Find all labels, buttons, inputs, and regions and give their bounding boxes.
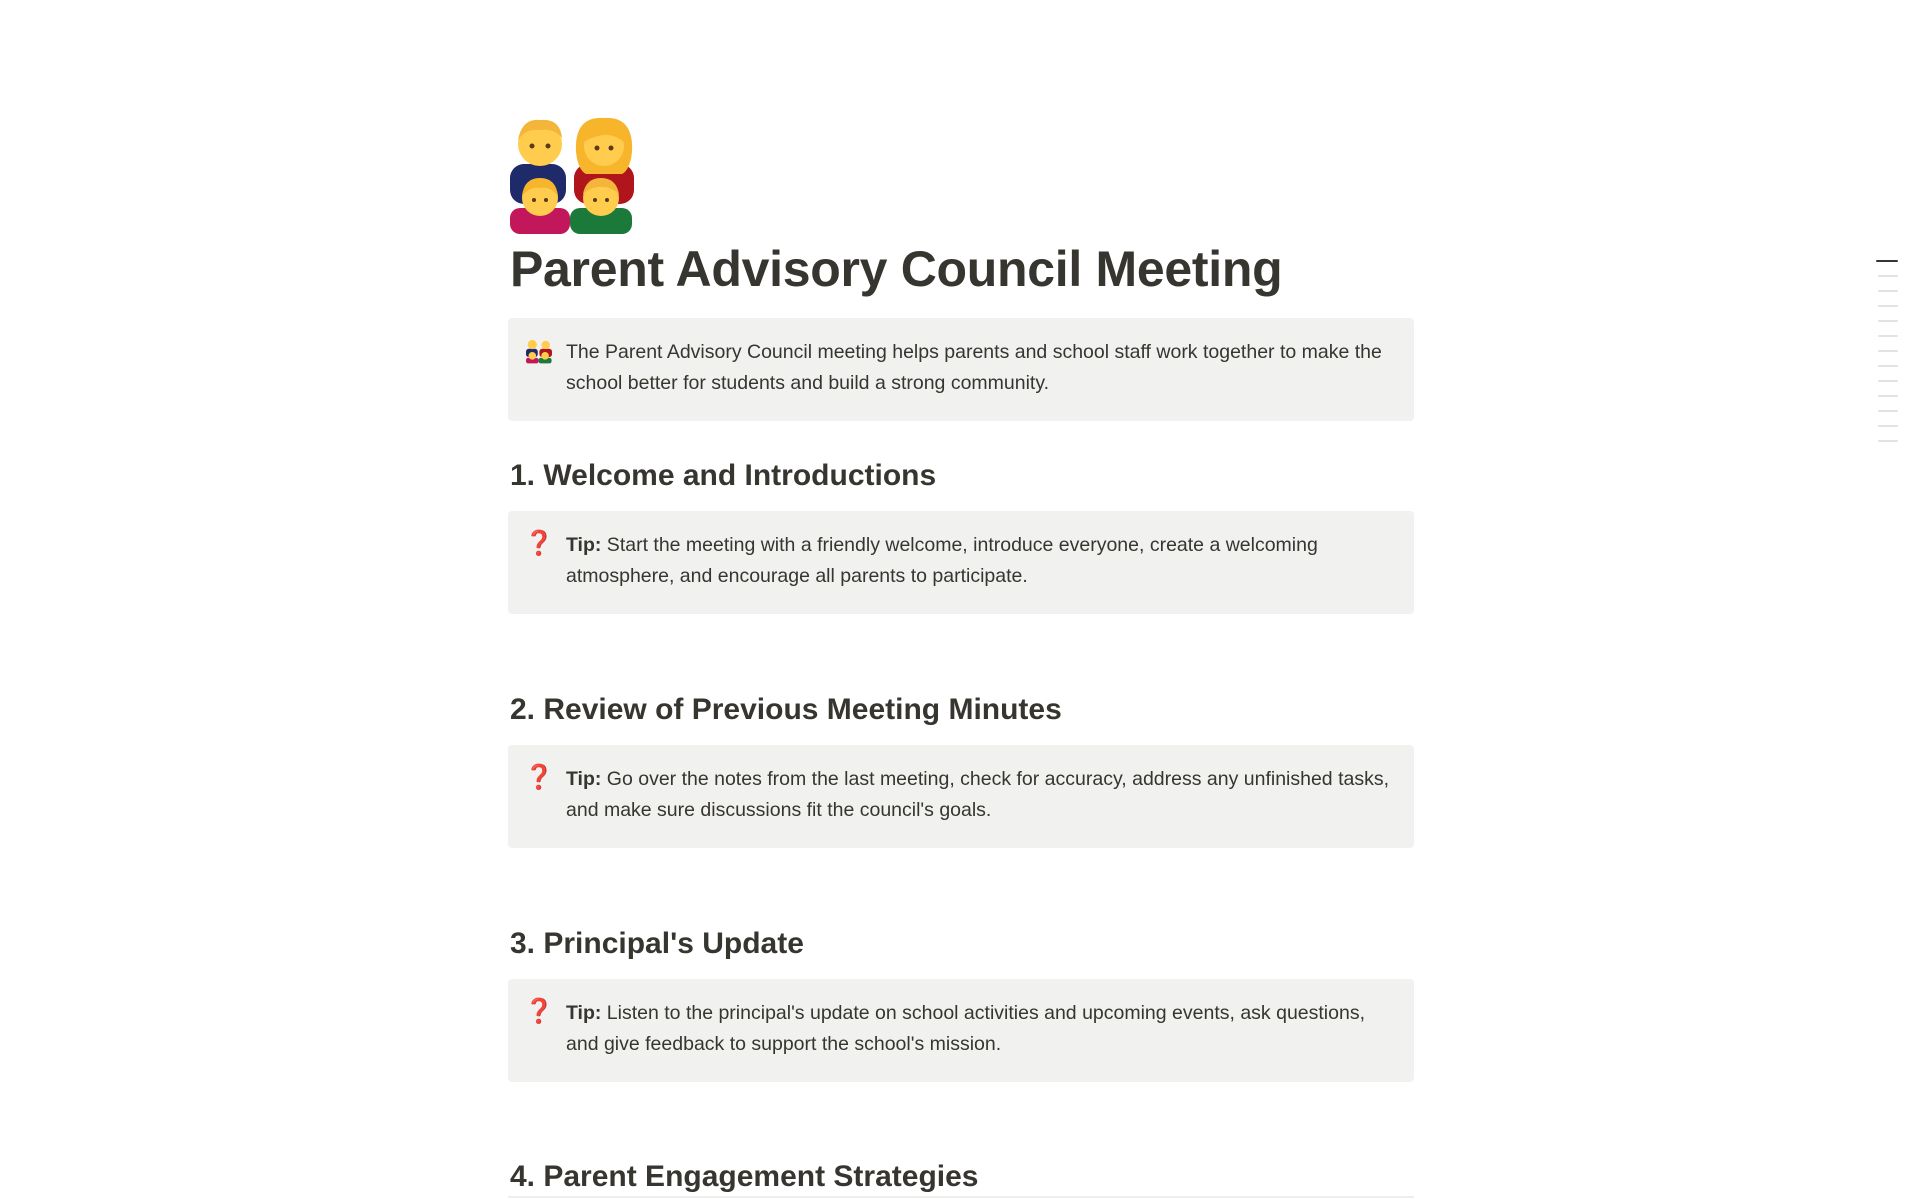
toc-item[interactable] bbox=[1878, 335, 1898, 337]
toc-item[interactable] bbox=[1878, 305, 1898, 307]
section-heading-parent-engagement[interactable]: 4. Parent Engagement Strategies bbox=[510, 1160, 979, 1193]
question-mark-icon[interactable]: ❓ bbox=[524, 995, 554, 1025]
question-mark-icon[interactable]: ❓ bbox=[524, 527, 554, 557]
toc-item[interactable] bbox=[1878, 410, 1898, 412]
toc-item[interactable] bbox=[1878, 365, 1898, 367]
tip-label: Tip: bbox=[566, 768, 602, 790]
intro-callout-text: The Parent Advisory Council meeting helps parents and school staff work together to make the school better for students and build a strong community. bbox=[566, 341, 1382, 394]
family-icon[interactable] bbox=[526, 338, 552, 364]
toc-item[interactable] bbox=[1878, 425, 1898, 427]
section-heading-welcome[interactable]: 1. Welcome and Introductions bbox=[510, 459, 937, 492]
section-heading-principal-update[interactable]: 3. Principal's Update bbox=[510, 927, 804, 960]
intro-callout[interactable] bbox=[508, 318, 1414, 421]
toc-item[interactable] bbox=[1878, 440, 1898, 442]
tip-label: Tip: bbox=[566, 1002, 602, 1024]
divider bbox=[508, 1196, 1414, 1198]
toc-item[interactable] bbox=[1878, 290, 1898, 292]
section-heading-previous-minutes[interactable]: 2. Review of Previous Meeting Minutes bbox=[510, 693, 1062, 726]
toc-item[interactable] bbox=[1878, 320, 1898, 322]
toc-item[interactable] bbox=[1878, 395, 1898, 397]
tip-callout-previous-minutes[interactable] bbox=[508, 745, 1414, 848]
table-of-contents-minimap[interactable] bbox=[1876, 260, 1898, 455]
tip-callout-principal-update[interactable] bbox=[508, 979, 1414, 1082]
toc-item[interactable] bbox=[1878, 275, 1898, 277]
tip-text: Start the meeting with a friendly welcome, introduce everyone, create a welcoming atmosphere, and encourage all parents to participate. bbox=[566, 534, 1318, 587]
page-title[interactable]: Parent Advisory Council Meeting bbox=[510, 241, 1283, 297]
tip-text: Go over the notes from the last meeting, check for accuracy, address any unfinished tasks, and make sure discussions fit the council's goals. bbox=[566, 768, 1389, 821]
toc-item[interactable] bbox=[1878, 350, 1898, 352]
family-icon[interactable] bbox=[510, 116, 634, 234]
toc-item[interactable] bbox=[1876, 260, 1898, 262]
question-mark-icon[interactable]: ❓ bbox=[524, 761, 554, 791]
tip-label: Tip: bbox=[566, 534, 602, 556]
tip-text: Listen to the principal's update on school activities and upcoming events, ask questions, and give feedback to support the school's mission. bbox=[566, 1002, 1365, 1055]
tip-callout-welcome[interactable] bbox=[508, 511, 1414, 614]
toc-item[interactable] bbox=[1878, 380, 1898, 382]
